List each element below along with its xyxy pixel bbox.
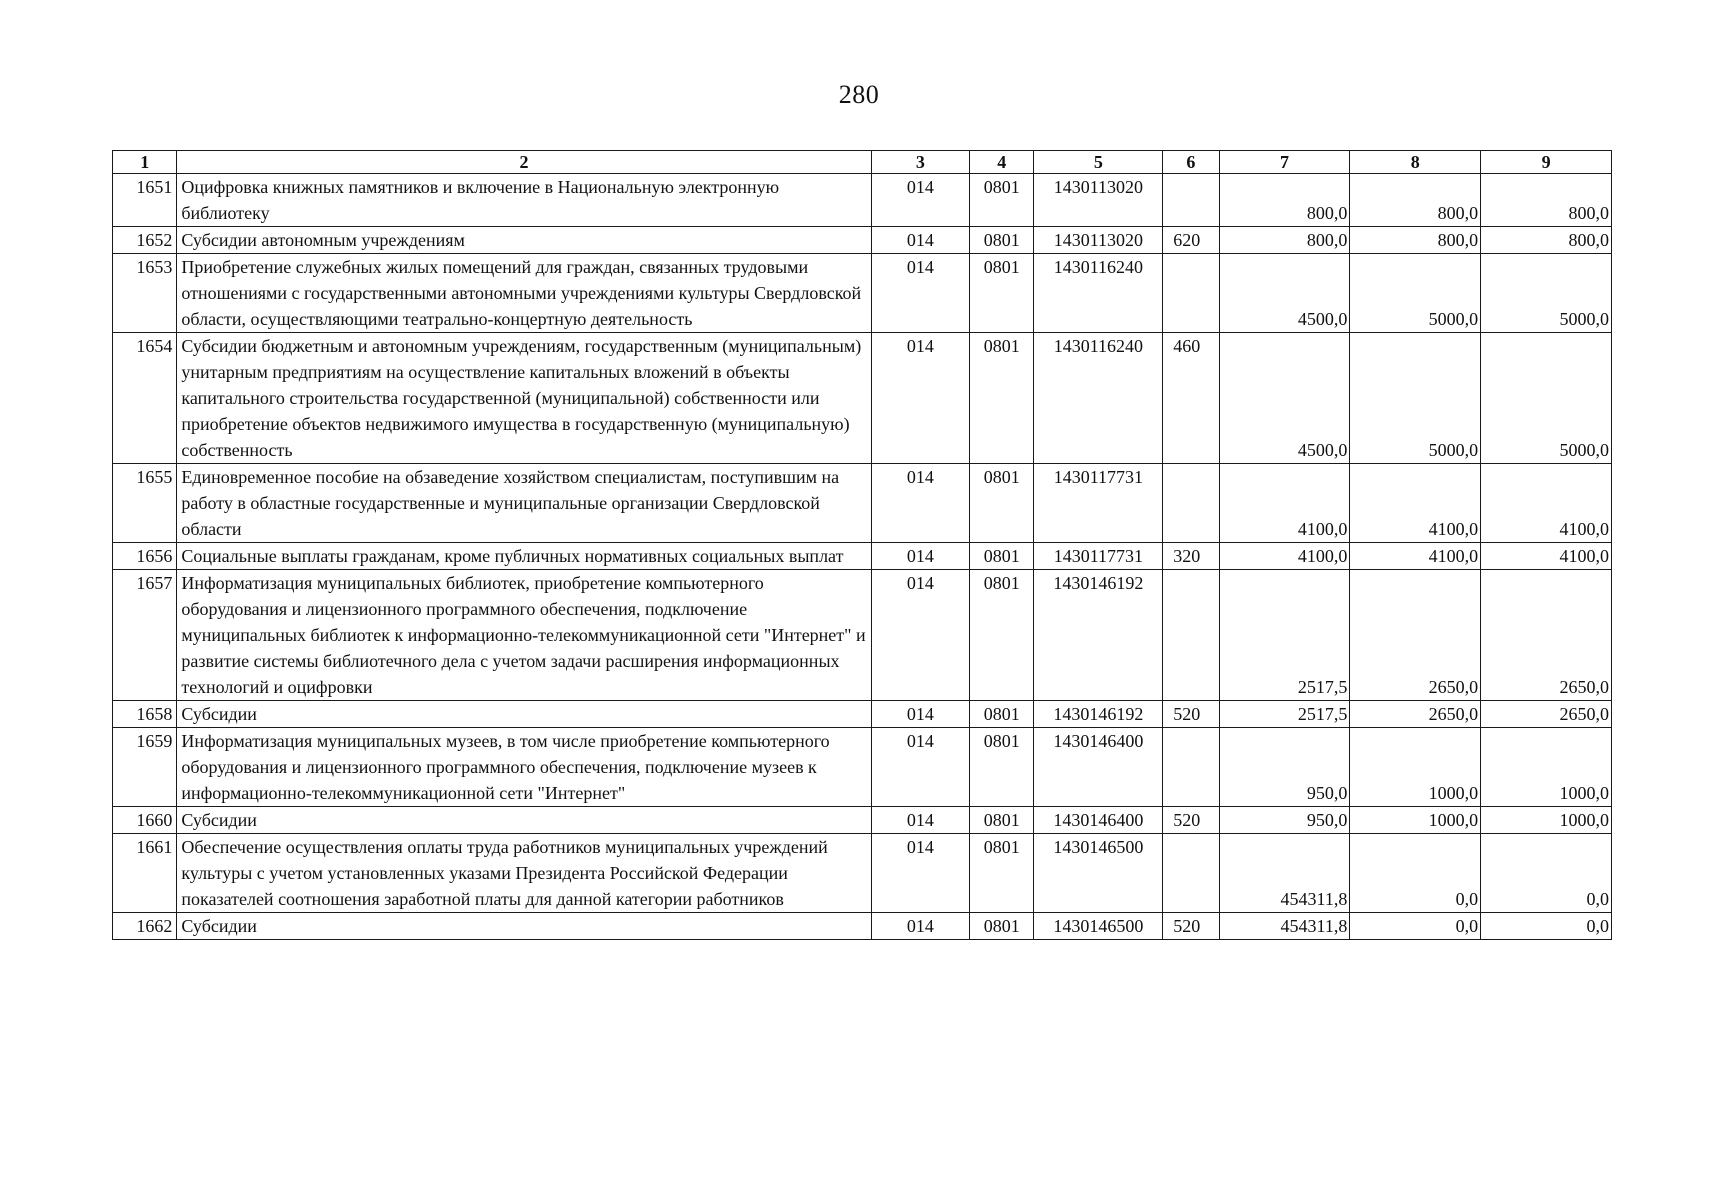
table-row xyxy=(113,913,1612,940)
department-code: 014 xyxy=(871,254,970,333)
amount-col-7: 800,0 xyxy=(1219,174,1350,227)
target-article-code: 1430146192 xyxy=(1034,570,1163,701)
target-article-code: 1430146400 xyxy=(1034,728,1163,807)
expense-name: Социальные выплаты гражданам, кроме публичных нормативных социальных выплат xyxy=(177,543,871,570)
amount-col-9: 1000,0 xyxy=(1481,728,1612,807)
amount-col-9: 4100,0 xyxy=(1481,543,1612,570)
expense-type-code: 320 xyxy=(1163,543,1219,570)
row-number: 1653 xyxy=(113,254,177,333)
section-code: 0801 xyxy=(970,728,1034,807)
row-number: 1662 xyxy=(113,913,177,940)
table-row xyxy=(113,543,1612,570)
header-cell-9: 9 xyxy=(1481,151,1612,174)
header-row xyxy=(113,151,1612,174)
header-cell-7: 7 xyxy=(1219,151,1350,174)
expense-type-code xyxy=(1163,728,1219,807)
section-code: 0801 xyxy=(970,174,1034,227)
header-cell-6: 6 xyxy=(1163,151,1219,174)
amount-col-7: 4100,0 xyxy=(1219,464,1350,543)
expense-type-code xyxy=(1163,174,1219,227)
section-code: 0801 xyxy=(970,701,1034,728)
expense-name: Субсидии xyxy=(177,913,871,940)
expense-name: Приобретение служебных жилых помещений для граждан, связанных трудовыми отношениями с государственными автономными учреждениями культуры Свердловской области, осуществляющими театрально-концертную деятельность xyxy=(177,254,871,333)
table-body xyxy=(113,174,1612,940)
row-number: 1654 xyxy=(113,333,177,464)
section-code: 0801 xyxy=(970,464,1034,543)
table-row xyxy=(113,807,1612,834)
target-article-code: 1430117731 xyxy=(1034,464,1163,543)
header-cell-4: 4 xyxy=(970,151,1034,174)
amount-col-9: 1000,0 xyxy=(1481,807,1612,834)
table-row xyxy=(113,834,1612,913)
row-number: 1657 xyxy=(113,570,177,701)
amount-col-9: 5000,0 xyxy=(1481,333,1612,464)
expense-type-code: 520 xyxy=(1163,913,1219,940)
amount-col-7: 4100,0 xyxy=(1219,543,1350,570)
table-row xyxy=(113,701,1612,728)
expense-type-code: 520 xyxy=(1163,701,1219,728)
expense-name: Субсидии бюджетным и автономным учреждениям, государственным (муниципальным) унитарным предприятиям на осуществление капитальных вложений в объекты капитального строительства государственной (муниципальной) собственности или приобретение объектов недвижимого имущества в государственную (муниципальную) собственность xyxy=(177,333,871,464)
target-article-code: 1430116240 xyxy=(1034,254,1163,333)
amount-col-7: 2517,5 xyxy=(1219,701,1350,728)
department-code: 014 xyxy=(871,227,970,254)
header-cell-1: 1 xyxy=(113,151,177,174)
amount-col-8: 800,0 xyxy=(1350,174,1481,227)
row-number: 1660 xyxy=(113,807,177,834)
amount-col-8: 2650,0 xyxy=(1350,570,1481,701)
amount-col-8: 0,0 xyxy=(1350,834,1481,913)
expense-name: Единовременное пособие на обзаведение хозяйством специалистам, поступившим на работу в областные государственные и муниципальные организации Свердловской области xyxy=(177,464,871,543)
department-code: 014 xyxy=(871,807,970,834)
header-cell-8: 8 xyxy=(1350,151,1481,174)
target-article-code: 1430146500 xyxy=(1034,834,1163,913)
amount-col-9: 5000,0 xyxy=(1481,254,1612,333)
section-code: 0801 xyxy=(970,913,1034,940)
section-code: 0801 xyxy=(970,333,1034,464)
amount-col-8: 0,0 xyxy=(1350,913,1481,940)
amount-col-7: 4500,0 xyxy=(1219,254,1350,333)
table-row xyxy=(113,227,1612,254)
expense-name: Обеспечение осуществления оплаты труда работников муниципальных учреждений культуры с учетом установленных указами Президента Российской Федерации показателей соотношения заработной платы для данной категории работников xyxy=(177,834,871,913)
header-cell-3: 3 xyxy=(871,151,970,174)
target-article-code: 1430113020 xyxy=(1034,174,1163,227)
expense-name: Информатизация муниципальных библиотек, приобретение компьютерного оборудования и лицензионного программного обеспечения, подключение муниципальных библиотек к информационно-телекоммуникационной сети "Интернет" и развитие системы библиотечного дела с учетом задачи расширения информационных технологий и оцифровки xyxy=(177,570,871,701)
section-code: 0801 xyxy=(970,570,1034,701)
amount-col-8: 5000,0 xyxy=(1350,254,1481,333)
department-code: 014 xyxy=(871,543,970,570)
table-row xyxy=(113,464,1612,543)
header-cell-5: 5 xyxy=(1034,151,1163,174)
budget-table xyxy=(112,150,1612,940)
department-code: 014 xyxy=(871,464,970,543)
amount-col-9: 2650,0 xyxy=(1481,701,1612,728)
amount-col-8: 1000,0 xyxy=(1350,728,1481,807)
amount-col-8: 4100,0 xyxy=(1350,464,1481,543)
expense-type-code: 620 xyxy=(1163,227,1219,254)
expense-type-code xyxy=(1163,254,1219,333)
amount-col-7: 4500,0 xyxy=(1219,333,1350,464)
expense-type-code xyxy=(1163,834,1219,913)
table-row xyxy=(113,570,1612,701)
row-number: 1655 xyxy=(113,464,177,543)
section-code: 0801 xyxy=(970,227,1034,254)
amount-col-8: 4100,0 xyxy=(1350,543,1481,570)
target-article-code: 1430146192 xyxy=(1034,701,1163,728)
amount-col-9: 4100,0 xyxy=(1481,464,1612,543)
row-number: 1656 xyxy=(113,543,177,570)
expense-type-code: 460 xyxy=(1163,333,1219,464)
table-row xyxy=(113,254,1612,333)
expense-type-code xyxy=(1163,570,1219,701)
table-row xyxy=(113,728,1612,807)
expense-name: Субсидии xyxy=(177,701,871,728)
target-article-code: 1430113020 xyxy=(1034,227,1163,254)
department-code: 014 xyxy=(871,174,970,227)
department-code: 014 xyxy=(871,570,970,701)
department-code: 014 xyxy=(871,834,970,913)
amount-col-7: 800,0 xyxy=(1219,227,1350,254)
expense-type-code xyxy=(1163,464,1219,543)
amount-col-7: 454311,8 xyxy=(1219,834,1350,913)
row-number: 1658 xyxy=(113,701,177,728)
amount-col-9: 800,0 xyxy=(1481,174,1612,227)
amount-col-9: 800,0 xyxy=(1481,227,1612,254)
amount-col-7: 454311,8 xyxy=(1219,913,1350,940)
row-number: 1652 xyxy=(113,227,177,254)
page-number: 280 xyxy=(838,80,880,109)
target-article-code: 1430146500 xyxy=(1034,913,1163,940)
amount-col-9: 0,0 xyxy=(1481,913,1612,940)
table-row xyxy=(113,174,1612,227)
header-cell-2: 2 xyxy=(177,151,871,174)
expense-name: Субсидии автономным учреждениям xyxy=(177,227,871,254)
row-number: 1651 xyxy=(113,174,177,227)
target-article-code: 1430146400 xyxy=(1034,807,1163,834)
amount-col-7: 950,0 xyxy=(1219,728,1350,807)
table-row xyxy=(113,333,1612,464)
section-code: 0801 xyxy=(970,543,1034,570)
expense-name: Оцифровка книжных памятников и включение в Национальную электронную библиотеку xyxy=(177,174,871,227)
amount-col-8: 2650,0 xyxy=(1350,701,1481,728)
target-article-code: 1430116240 xyxy=(1034,333,1163,464)
target-article-code: 1430117731 xyxy=(1034,543,1163,570)
expense-name: Информатизация муниципальных музеев, в том числе приобретение компьютерного оборудования и лицензионного программного обеспечения, подключение музеев к информационно-телекоммуникационной сети "Интернет" xyxy=(177,728,871,807)
expense-name: Субсидии xyxy=(177,807,871,834)
expense-type-code: 520 xyxy=(1163,807,1219,834)
amount-col-7: 950,0 xyxy=(1219,807,1350,834)
row-number: 1661 xyxy=(113,834,177,913)
amount-col-8: 800,0 xyxy=(1350,227,1481,254)
amount-col-8: 1000,0 xyxy=(1350,807,1481,834)
amount-col-9: 2650,0 xyxy=(1481,570,1612,701)
section-code: 0801 xyxy=(970,834,1034,913)
row-number: 1659 xyxy=(113,728,177,807)
department-code: 014 xyxy=(871,728,970,807)
amount-col-7: 2517,5 xyxy=(1219,570,1350,701)
department-code: 014 xyxy=(871,913,970,940)
section-code: 0801 xyxy=(970,254,1034,333)
department-code: 014 xyxy=(871,333,970,464)
amount-col-9: 0,0 xyxy=(1481,834,1612,913)
amount-col-8: 5000,0 xyxy=(1350,333,1481,464)
department-code: 014 xyxy=(871,701,970,728)
section-code: 0801 xyxy=(970,807,1034,834)
